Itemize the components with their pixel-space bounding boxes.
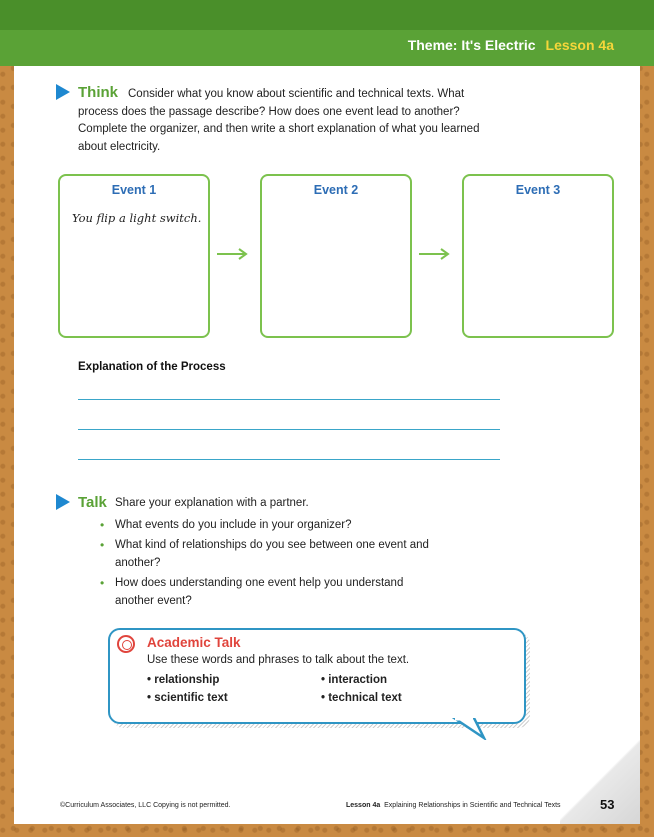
think-arrow-icon (56, 84, 70, 100)
academic-talk-title: Academic Talk (147, 635, 241, 650)
talk-arrow-icon (56, 494, 70, 510)
vocab-word: • relationship (147, 674, 220, 686)
talk-intro: Share your explanation with a partner. (115, 497, 309, 509)
think-title: Think (78, 84, 118, 101)
event-title: Event 2 (313, 183, 359, 197)
talk-question: • What kind of relationships do you see between one event and another? (100, 536, 440, 572)
event-box-2[interactable] (260, 174, 412, 338)
theme-title: Theme: It's Electric (407, 37, 536, 53)
explanation-label: Explanation of the Process (78, 361, 226, 373)
writing-line[interactable] (78, 459, 500, 460)
footer-lesson (346, 802, 561, 809)
vocab-word: • technical text (321, 692, 402, 704)
speech-tail-icon (452, 718, 492, 740)
writing-line[interactable] (78, 429, 500, 430)
lesson-label: Lesson 4a (545, 37, 614, 53)
theme-header (408, 37, 614, 53)
academic-talk-subtitle: Use these words and phrases to talk about the text. (147, 654, 410, 666)
arrow-right-icon (418, 248, 452, 260)
event-answer: You flip a light switch. (72, 211, 202, 225)
page-number: 53 (600, 797, 615, 812)
think-prompt: Consider what you know about scientific and technical texts. What process does the passage describe? How does one event lead to another? Complete the organizer, and then write a short explanation of what you learned about electricity. (78, 88, 480, 153)
vocab-word: • interaction (321, 674, 388, 686)
talk-question: • What events do you include in your organizer? (100, 516, 440, 534)
event-box-3[interactable] (462, 174, 614, 338)
arrow-right-icon (216, 248, 250, 260)
vocab-word: • scientific text (147, 692, 228, 704)
event-box-1[interactable] (58, 174, 210, 338)
writing-line[interactable] (78, 399, 500, 400)
header-band (0, 0, 654, 66)
copyright: ©Curriculum Associates, LLC Copying is not permitted. (60, 802, 231, 809)
footer-lesson-title: Explaining Relationships in Scientific and Technical Texts (384, 802, 561, 809)
event-title: Event 1 (111, 183, 157, 197)
target-icon (117, 635, 135, 653)
talk-title: Talk (78, 494, 107, 511)
footer-lesson-ref: Lesson 4a (346, 802, 381, 809)
talk-questions (100, 516, 440, 612)
event-title: Event 3 (515, 183, 561, 197)
talk-question: • How does understanding one event help you understand another event? (100, 574, 440, 610)
